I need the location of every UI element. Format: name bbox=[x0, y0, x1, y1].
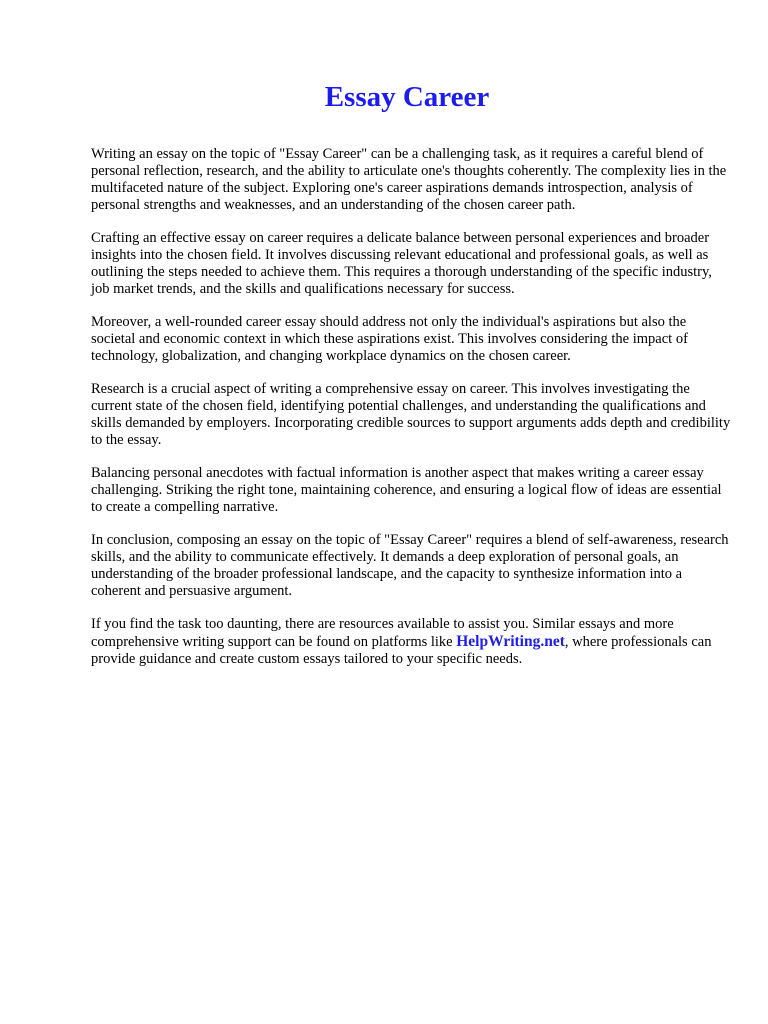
closing-text-before-link: If you find the task too daunting, there are resources available to assist you. Similar essays and more comprehensive writing support can be found on platforms like bbox=[91, 616, 674, 650]
paragraph-4: Research is a crucial aspect of writing a comprehensive essay on career. This involves investigating the current state of the chosen field, identifying potential challenges, and understanding the qualifications and skills demanded by employers. Incorporating credible sources to support arguments adds depth and credibility to the essay. bbox=[91, 381, 731, 448]
paragraph-2: Crafting an effective essay on career requires a delicate balance between personal experiences and broader insights into the chosen field. It involves discussing relevant educational and professional goals, as well as outlining the steps needed to achieve them. This requires a thorough understanding of the specific industry, job market trends, and the skills and qualifications necessary for success. bbox=[91, 230, 712, 297]
paragraph-3: Moreover, a well-rounded career essay should address not only the individual's aspirations but also the societal and economic context in which these aspirations exist. This involves considering the impact of technology, globalization, and changing workplace dynamics on the chosen career. bbox=[91, 314, 688, 364]
helpwriting-link[interactable]: HelpWriting.net bbox=[456, 633, 565, 650]
page-title: Essay Career bbox=[324, 81, 490, 113]
document-body bbox=[91, 146, 731, 684]
closing-paragraph bbox=[91, 616, 731, 668]
paragraph-5: Balancing personal anecdotes with factual information is another aspect that makes writing a career essay challenging. Striking the right tone, maintaining coherence, and ensuring a logical flow of ideas are essential to create a compelling narrative. bbox=[91, 465, 722, 515]
closing-text-after-link: , where professionals can provide guidance and create custom essays tailored to your specific needs. bbox=[91, 634, 712, 667]
paragraph-6: In conclusion, composing an essay on the topic of "Essay Career" requires a blend of self-awareness, research skills, and the ability to communicate effectively. It demands a deep exploration of personal goals, an understanding of the broader professional landscape, and the capacity to synthesize information into a coherent and persuasive argument. bbox=[91, 532, 729, 599]
paragraph-1: Writing an essay on the topic of "Essay Career" can be a challenging task, as it requires a careful blend of personal reflection, research, and the ability to articulate one's thoughts coherently. The complexity lies in the multifaceted nature of the subject. Exploring one's career aspirations demands introspection, analysis of personal strengths and weaknesses, and an understanding of the chosen career path. bbox=[91, 146, 727, 213]
